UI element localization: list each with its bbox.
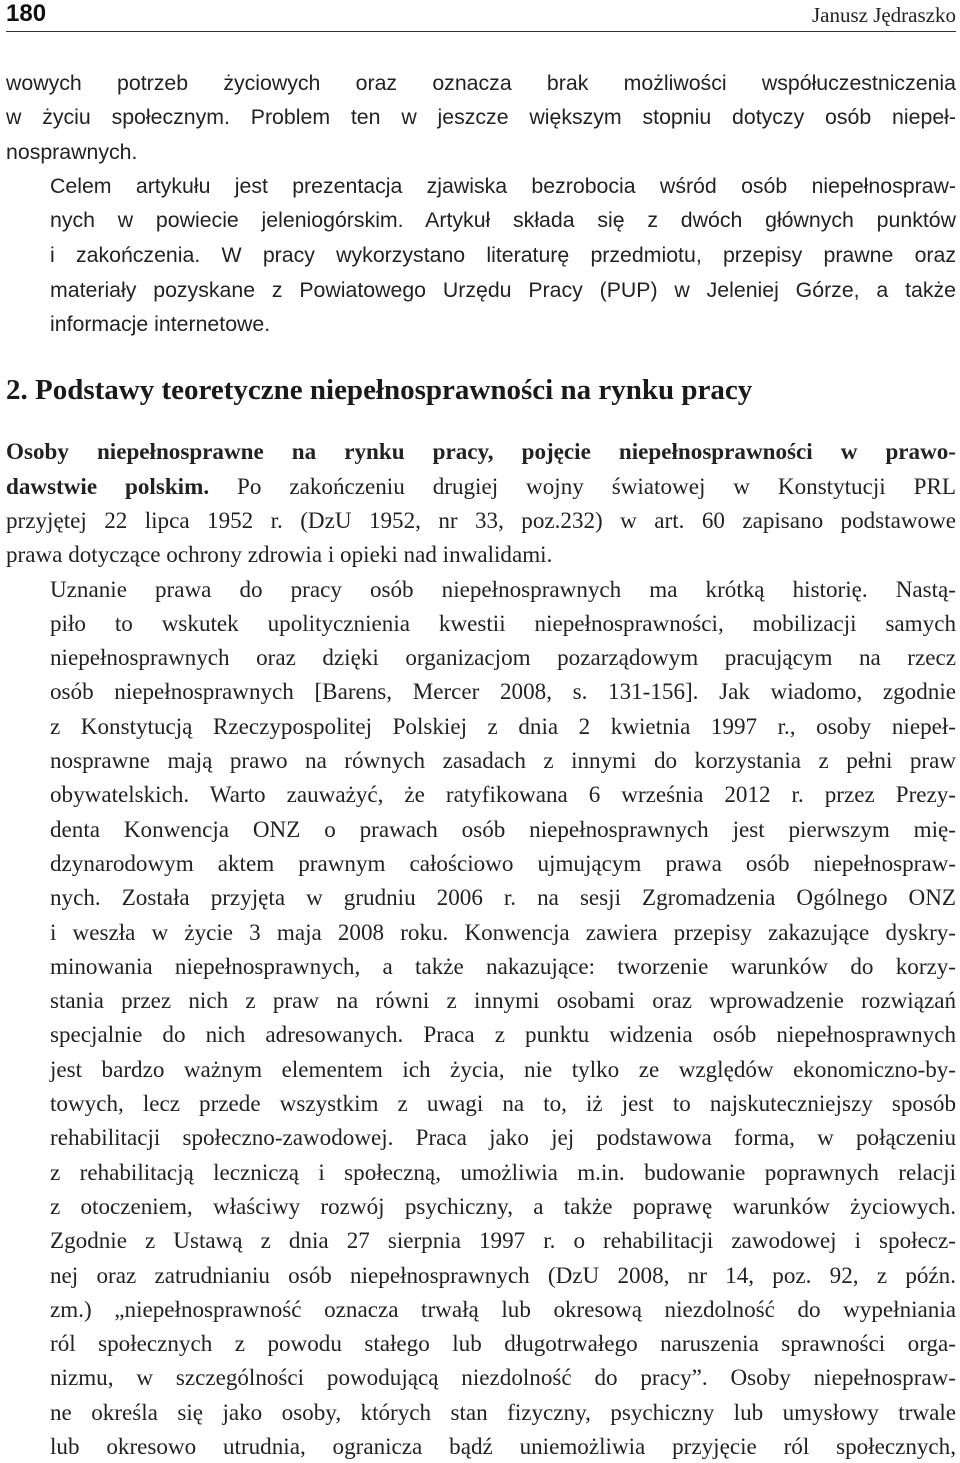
text-line: i weszła w życie 3 maja 2008 roku. Konwencja zawiera przepisy zakazujące dyskry- <box>50 918 956 945</box>
text-line: jest bardzo ważnym elementem ich życia, nie tylko ze względów ekonomiczno-by- <box>50 1055 956 1082</box>
text-line: ról społecznych z powodu stałego lub długotrwałego naruszenia sprawności orga- <box>50 1330 956 1357</box>
text-line: nosprawne mają prawo na równych zasadach z innymi do korzystania z pełni praw <box>50 747 956 774</box>
intro-paragraph-2 <box>6 169 956 341</box>
document-page <box>6 0 956 1457</box>
intro-paragraph-1 <box>6 66 956 169</box>
text-line: stania przez nich z praw na równi z innymi osobami oraz wprowadzenie rozwiązań <box>50 987 956 1014</box>
section-heading: 2. Podstawy teoretyczne niepełnosprawności na rynku pracy <box>6 374 753 407</box>
running-header <box>6 0 956 32</box>
body-text <box>6 66 956 1463</box>
text-line: nizmu, w szczególności powodującą niezdolność do pracy”. Osoby niepełnospraw- <box>50 1364 956 1391</box>
run-in-heading: Osoby niepełnosprawne na rynku pracy, pojęcie niepełnosprawności w prawo- <box>6 438 956 465</box>
text-line: zm.) „niepełnosprawność oznacza trwałą lub okresową niezdolność do wypełniania <box>50 1295 956 1322</box>
run-in-heading: dawstwie polskim. <box>6 472 210 499</box>
text-line: z Konstytucją Rzeczypospolitej Polskiej z dnia 2 kwietnia 1997 r., osoby niepeł- <box>50 712 956 739</box>
text-segment: Po zakończeniu drugiej wojny światowej w Konstytucji PRL <box>209 472 956 499</box>
text-line: denta Konwencja ONZ o prawach osób niepełnosprawnych jest pierwszym mię- <box>50 815 956 842</box>
text-line: prawa dotyczące ochrony zdrowia i opieki nad inwalidami. <box>6 541 553 568</box>
text-line: nych w powiecie jeleniogórskim. Artykuł składa się z dwóch głównych punktów <box>50 208 956 233</box>
text-line <box>6 237 956 272</box>
text-segment: W pracy wykorzystano literaturę przedmiotu, przepisy prawne oraz <box>200 243 956 268</box>
text-line: minowania niepełnosprawnych, a także nakazujące: tworzenie warunków do korzy- <box>50 952 956 979</box>
text-line: nych. Została przyjęta w grudniu 2006 r. na sesji Zgromadzenia Ogólnego ONZ <box>50 884 956 911</box>
page-number: 180 <box>6 0 47 27</box>
text-line: osób niepełnosprawnych [Barens, Mercer 2008, s. 131-156]. Jak wiadomo, zgodnie <box>50 678 956 705</box>
text-line: w życiu społecznym. Problem ten w jeszcze większym stopniu dotyczy osób niepeł- <box>6 105 956 130</box>
text-line: przyjętej 22 lipca 1952 r. (DzU 1952, nr 33, poz.232) w art. 60 zapisano podstawowe <box>6 506 956 533</box>
text-line: wowych potrzeb życiowych oraz oznacza brak możliwości współuczestniczenia <box>6 71 956 95</box>
text-line <box>6 469 956 503</box>
text-line: nosprawnych. <box>6 139 138 164</box>
text-line: specjalnie do nich adresowanych. Praca z punktu widzenia osób niepełnosprawnych <box>50 1021 956 1048</box>
text-line: rehabilitacji społeczno-zawodowej. Praca jako jej podstawowa forma, w połączeniu <box>50 1124 956 1151</box>
text-line: ne określa się jako osoby, których stan fizyczny, psychiczny lub umysłowy trwale <box>50 1398 956 1425</box>
text-line: Celem artykułu jest prezentacja zjawiska bezrobocia wśród osób niepełnospraw- <box>50 173 956 198</box>
text-line: obywatelskich. Warto zauważyć, że ratyfikowana 6 września 2012 r. przez Prezy- <box>50 781 956 808</box>
section-paragraph-1 <box>6 434 956 571</box>
text-line: Zgodnie z Ustawą z dnia 27 sierpnia 1997 r. o rehabilitacji zawodowej i społecz- <box>50 1227 956 1254</box>
text-line: informacje internetowe. <box>50 312 271 337</box>
text-line: materiały pozyskane z Powiatowego Urzędu Pracy (PUP) w Jeleniej Górze, a także <box>50 277 956 302</box>
text-line: towych, lecz przede wszystkim z uwagi na to, iż jest to najskuteczniejszy sposób <box>50 1090 956 1117</box>
text-segment: i zakończenia. <box>50 243 201 268</box>
text-line: z otoczeniem, właściwy rozwój psychiczny, a także poprawę warunków życiowych. <box>50 1192 956 1219</box>
text-line: piło to wskutek upolitycznienia kwestii niepełnosprawności, mobilizacji samych <box>50 609 956 636</box>
running-header-author: Janusz Jędraszko <box>811 3 956 27</box>
text-line: z rehabilitacją leczniczą i społeczną, umożliwia m.in. budowanie poprawnych relacji <box>50 1158 956 1185</box>
text-line: Uznanie prawa do pracy osób niepełnosprawnych ma krótką historię. Nastą- <box>50 575 956 602</box>
text-line: niepełnosprawnych oraz dzięki organizacjom pozarządowym pracującym na rzecz <box>50 644 956 671</box>
section-paragraph-2 <box>6 572 956 1463</box>
text-line: nej oraz zatrudnianiu osób niepełnosprawnych (DzU 2008, nr 14, poz. 92, z późn. <box>50 1261 956 1288</box>
text-line: lub okresowo utrudnia, ogranicza bądź uniemożliwia przyjęcie ról społecznych, <box>50 1432 956 1459</box>
text-line: dzynarodowym aktem prawnym całościowo ujmującym prawa osób niepełnospraw- <box>50 849 956 876</box>
